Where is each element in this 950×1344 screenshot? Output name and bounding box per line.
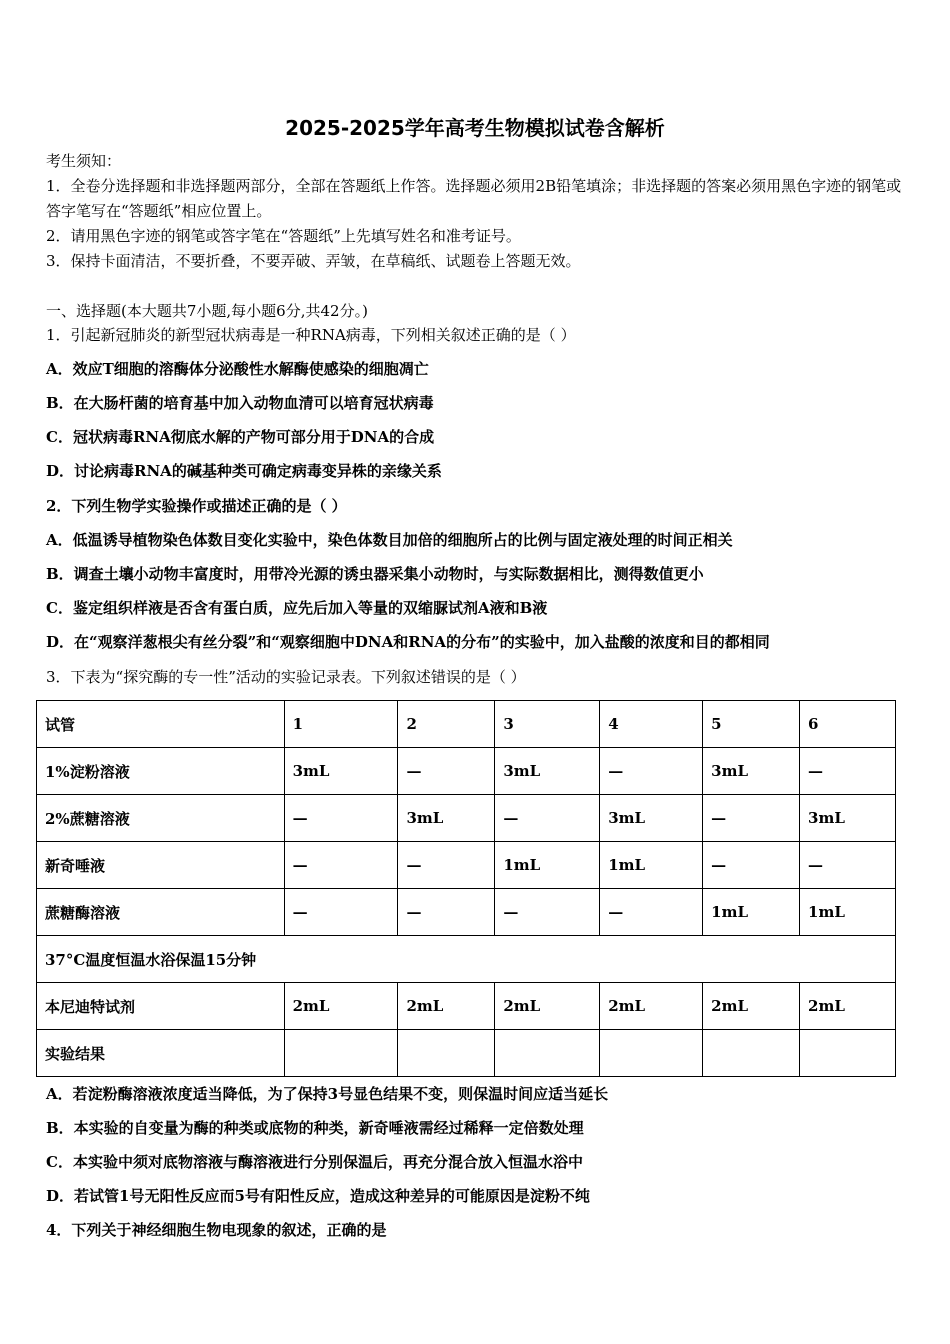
table-cell: 2mL xyxy=(703,983,800,1030)
table-cell xyxy=(495,1030,600,1077)
section-heading: 一、选择题(本大题共7小题,每小题6分,共42分。) xyxy=(46,302,368,320)
table-cell: 1mL xyxy=(600,842,703,889)
table-cell: 3mL xyxy=(800,795,896,842)
table-cell: — xyxy=(600,748,703,795)
page-title: 2025-2025学年高考生物模拟试卷含解析 xyxy=(285,116,665,140)
table-cell: 6 xyxy=(800,701,896,748)
table-cell: 3mL xyxy=(398,795,495,842)
table-cell: 2 xyxy=(398,701,495,748)
table-cell: — xyxy=(495,795,600,842)
q3-option-c: C．本实验中须对底物溶液与酶溶液进行分别保温后，再充分混合放入恒温水浴中 xyxy=(46,1153,583,1171)
table-cell xyxy=(800,1030,896,1077)
table-cell: 新奇唾液 xyxy=(37,842,285,889)
table-cell: — xyxy=(703,795,800,842)
q3-option-b: B．本实验的自变量为酶的种类或底物的种类，新奇唾液需经过稀释一定倍数处理 xyxy=(46,1119,584,1137)
table-row xyxy=(37,795,896,842)
table-cell: 1mL xyxy=(495,842,600,889)
table-cell: 1 xyxy=(284,701,398,748)
table-cell: — xyxy=(495,889,600,936)
table-cell xyxy=(284,1030,398,1077)
q2-option-c: C．鉴定组织样液是否含有蛋白质，应先后加入等量的双缩脲试剂A液和B液 xyxy=(46,599,548,617)
notice-item-2: 2．请用黑色字迹的钢笔或答字笔在“答题纸”上先填写姓名和准考证号。 xyxy=(46,227,521,245)
table-cell: 3mL xyxy=(495,748,600,795)
table-cell: 37°C温度恒温水浴保温15分钟 xyxy=(37,936,896,983)
table-cell: 4 xyxy=(600,701,703,748)
q3-option-d: D．若试管1号无阳性反应而5号有阳性反应，造成这种差异的可能原因是淀粉不纯 xyxy=(46,1187,590,1205)
table-cell: 本尼迪特试剂 xyxy=(37,983,285,1030)
notice-item-3: 3．保持卡面清洁，不要折叠，不要弄破、弄皱，在草稿纸、试题卷上答题无效。 xyxy=(46,252,581,270)
table-cell: 2mL xyxy=(600,983,703,1030)
table-cell: 试管 xyxy=(37,701,285,748)
table-cell: 5 xyxy=(703,701,800,748)
table-cell: 2mL xyxy=(398,983,495,1030)
table-cell: 实验结果 xyxy=(37,1030,285,1077)
table-cell: 2mL xyxy=(284,983,398,1030)
table-cell: — xyxy=(284,795,398,842)
table-cell xyxy=(600,1030,703,1077)
notice-item-1: 1．全卷分选择题和非选择题两部分，全部在答题纸上作答。选择题必须用2B铅笔填涂；非选择题的答案必须用黑色字迹的钢笔或答字笔写在“答题纸”相应位置上。 xyxy=(46,177,902,220)
q1-option-c: C．冠状病毒RNA彻底水解的产物可部分用于DNA的合成 xyxy=(46,428,435,446)
table-cell: 1mL xyxy=(703,889,800,936)
notice-heading: 考生须知： xyxy=(46,152,122,170)
q1-stem: 1．引起新冠肺炎的新型冠状病毒是一种RNA病毒，下列相关叙述正确的是（ ） xyxy=(46,326,576,344)
table-row xyxy=(37,889,896,936)
experiment-table xyxy=(36,700,896,1077)
table-cell: 2%蔗糖溶液 xyxy=(37,795,285,842)
table-row xyxy=(37,842,896,889)
table-cell: — xyxy=(800,842,896,889)
q2-stem: 2．下列生物学实验操作或描述正确的是（ ） xyxy=(46,497,347,515)
table-cell: 2mL xyxy=(495,983,600,1030)
q1-option-b: B．在大肠杆菌的培育基中加入动物血清可以培育冠状病毒 xyxy=(46,394,434,412)
table-cell: — xyxy=(284,889,398,936)
table-cell: — xyxy=(398,748,495,795)
table-cell: 3mL xyxy=(284,748,398,795)
q2-option-d: D．在“观察洋葱根尖有丝分裂”和“观察细胞中DNA和RNA的分布”的实验中，加入盐酸的浓度和目的都相同 xyxy=(46,633,770,651)
table-cell: — xyxy=(600,889,703,936)
table-cell: 3mL xyxy=(703,748,800,795)
table-cell xyxy=(398,1030,495,1077)
table-cell: 1%淀粉溶液 xyxy=(37,748,285,795)
table-cell: 蔗糖酶溶液 xyxy=(37,889,285,936)
table-cell: 2mL xyxy=(800,983,896,1030)
q4-stem: 4．下列关于神经细胞生物电现象的叙述，正确的是 xyxy=(46,1221,387,1239)
table-row-result xyxy=(37,1030,896,1077)
table-cell: — xyxy=(284,842,398,889)
table-row xyxy=(37,748,896,795)
table-row xyxy=(37,983,896,1030)
table-cell: — xyxy=(703,842,800,889)
table-row-incubation xyxy=(37,936,896,983)
table-cell: 3 xyxy=(495,701,600,748)
q3-option-a: A．若淀粉酶溶液浓度适当降低，为了保持3号显色结果不变，则保温时间应适当延长 xyxy=(46,1085,609,1103)
table-cell: — xyxy=(800,748,896,795)
q1-option-d: D．讨论病毒RNA的碱基种类可确定病毒变异株的亲缘关系 xyxy=(46,462,442,480)
table-cell: — xyxy=(398,842,495,889)
q2-option-a: A．低温诱导植物染色体数目变化实验中，染色体数目加倍的细胞所占的比例与固定液处理的时间正相关 xyxy=(46,531,733,549)
table-cell: 1mL xyxy=(800,889,896,936)
table-cell: — xyxy=(398,889,495,936)
q2-option-b: B．调查土壤小动物丰富度时，用带冷光源的诱虫器采集小动物时，与实际数据相比，测得数值更小 xyxy=(46,565,704,583)
q1-option-a: A．效应T细胞的溶酶体分泌酸性水解酶使感染的细胞凋亡 xyxy=(46,360,429,378)
table-cell xyxy=(703,1030,800,1077)
q3-stem: 3．下表为“探究酶的专一性”活动的实验记录表。下列叙述错误的是（ ） xyxy=(46,668,526,686)
table-cell: 3mL xyxy=(600,795,703,842)
table-header-row xyxy=(37,701,896,748)
